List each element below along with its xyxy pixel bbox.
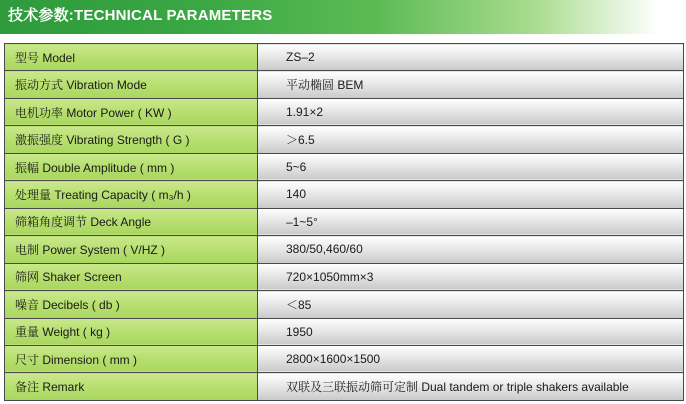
header-bar	[0, 0, 686, 34]
table-row	[5, 263, 684, 290]
table-row	[5, 153, 684, 180]
parameter-value-cell	[258, 373, 684, 401]
parameter-value: ZS–2	[286, 50, 315, 65]
parameter-label: 尺寸 Dimension ( mm )	[5, 345, 258, 372]
parameter-value-cell	[258, 44, 684, 71]
parameter-value: 380/50,460/60	[286, 242, 363, 257]
parameter-label: 噪音 Decibels ( db )	[5, 291, 258, 318]
parameter-value: 双联及三联振动筛可定制 Dual tandem or triple shakers available	[286, 380, 629, 395]
section-title: 技术参数:TECHNICAL PARAMETERS	[8, 7, 273, 24]
parameter-value-cell	[258, 98, 684, 125]
parameter-value-cell	[258, 345, 684, 372]
table-row	[5, 181, 684, 208]
parameter-label: 筛网 Shaker Screen	[5, 263, 258, 290]
table-row	[5, 318, 684, 345]
table-row	[5, 373, 684, 401]
parameter-value-cell	[258, 291, 684, 318]
table-row	[5, 291, 684, 318]
parameter-value: ＜85	[286, 297, 312, 312]
table-row	[5, 71, 684, 98]
parameter-label: 电制 Power System ( V/HZ )	[5, 236, 258, 263]
table-row	[5, 98, 684, 125]
parameter-label: 筛箱角度调节 Deck Angle	[5, 208, 258, 235]
parameter-value: 平动椭圆 BEM	[286, 78, 364, 93]
parameter-value-cell	[258, 153, 684, 180]
parameter-value-cell	[258, 236, 684, 263]
table-row	[5, 44, 684, 71]
parameter-label: 重量 Weight ( kg )	[5, 318, 258, 345]
parameter-value: 5~6	[286, 160, 307, 175]
parameter-label: 处理量 Treating Capacity ( m₃/h )	[5, 181, 258, 208]
parameter-label: 型号 Model	[5, 44, 258, 71]
parameter-label: 振动方式 Vibration Mode	[5, 71, 258, 98]
table-row	[5, 208, 684, 235]
parameter-value: 1950	[286, 324, 313, 339]
technical-parameters-table	[4, 43, 684, 401]
parameter-label: 备注 Remark	[5, 373, 258, 401]
parameter-label: 振幅 Double Amplitude ( mm )	[5, 153, 258, 180]
parameter-value-cell	[258, 318, 684, 345]
parameter-value: 140	[286, 187, 307, 202]
parameter-label: 电机功率 Motor Power ( KW )	[5, 98, 258, 125]
table-row	[5, 126, 684, 153]
table-row	[5, 236, 684, 263]
table-row	[5, 345, 684, 372]
parameter-label: 激振强度 Vibrating Strength ( G )	[5, 126, 258, 153]
parameter-value-cell	[258, 208, 684, 235]
parameter-value: ＞6.5	[286, 133, 315, 148]
parameter-value-cell	[258, 181, 684, 208]
parameter-value-cell	[258, 126, 684, 153]
parameter-value-cell	[258, 71, 684, 98]
parameter-value: 2800×1600×1500	[286, 352, 381, 367]
parameter-value: –1~5°	[286, 214, 318, 229]
parameter-value-cell	[258, 263, 684, 290]
parameter-value: 720×1050mm×3	[286, 269, 374, 284]
table-body	[5, 44, 684, 401]
parameter-value: 1.91×2	[286, 105, 324, 120]
